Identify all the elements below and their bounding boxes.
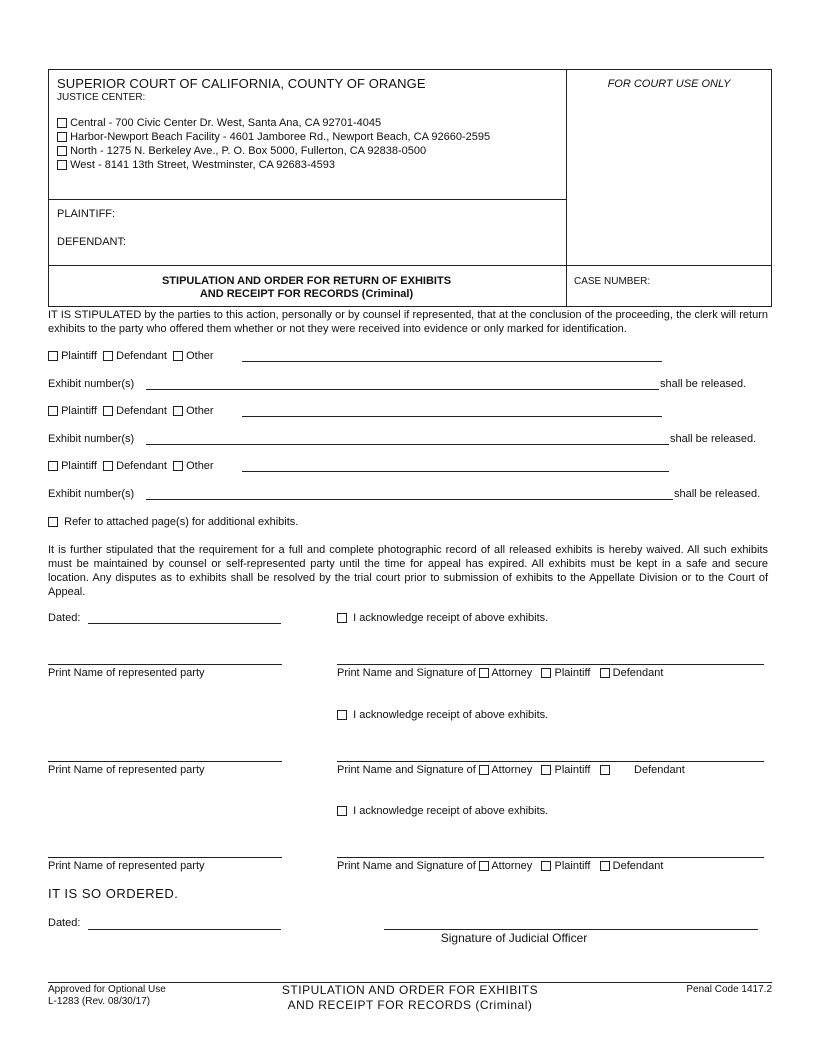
defendant-sig-label-2: Defendant — [634, 764, 685, 776]
defendant-label-1: Defendant — [116, 350, 167, 362]
print-name-party-2: Print Name of represented party — [48, 764, 205, 776]
footer-title-line1: STIPULATION AND ORDER FOR EXHIBITS — [281, 983, 539, 997]
acknowledge-option-3[interactable] — [337, 805, 548, 817]
caption-divider-title — [49, 265, 771, 266]
footer-penal-code: Penal Code 1417.2 — [686, 984, 772, 995]
print-name-party-3: Print Name of represented party — [48, 860, 205, 872]
center-central-checkbox[interactable] — [57, 118, 67, 128]
plaintiff-label-3: Plaintiff — [61, 460, 97, 472]
other-field-3[interactable] — [242, 471, 669, 472]
plaintiff-sig-label-1: Plaintiff — [554, 667, 591, 679]
defendant-sig-checkbox-2[interactable] — [600, 765, 610, 775]
signer-role-3 — [337, 860, 663, 872]
caption-divider-parties — [49, 199, 566, 200]
defendant-label-2: Defendant — [116, 405, 167, 417]
order-dated-field[interactable] — [88, 929, 281, 930]
dated-label-1: Dated: — [48, 612, 81, 624]
signer-role-1 — [337, 667, 663, 679]
signer-role-2 — [337, 764, 685, 776]
center-central-label: Central - 700 Civic Center Dr. West, Santa Ana, CA 92701-4045 — [70, 117, 382, 129]
exhibit-label-3: Exhibit number(s) — [48, 488, 135, 500]
defendant-sig-checkbox-1[interactable] — [600, 668, 610, 678]
other-label-1: Other — [186, 350, 214, 362]
attorney-label-2: Attorney — [491, 764, 533, 776]
refer-attached-checkbox[interactable] — [48, 517, 58, 527]
center-north-label: North - 1275 N. Berkeley Ave., P. O. Box 5000, Fullerton, CA 92838-0500 — [70, 145, 427, 157]
acknowledge-option-2[interactable] — [337, 709, 548, 721]
center-option-central[interactable] — [57, 117, 381, 129]
party-select-3 — [48, 460, 214, 472]
center-option-harbor[interactable] — [57, 131, 490, 143]
plaintiff-label-1: Plaintiff — [61, 350, 97, 362]
judicial-signature-field[interactable] — [384, 929, 758, 930]
party-name-field-1[interactable] — [48, 664, 282, 665]
defendant-sig-checkbox-3[interactable] — [600, 861, 610, 871]
defendant-label-3: Defendant — [116, 460, 167, 472]
plaintiff-sig-checkbox-2[interactable] — [541, 765, 551, 775]
acknowledge-label-1: I acknowledge receipt of above exhibits. — [353, 612, 549, 624]
other-checkbox-2[interactable] — [173, 406, 183, 416]
other-label-3: Other — [186, 460, 214, 472]
plaintiff-checkbox-1[interactable] — [48, 351, 58, 361]
defendant-label: DEFENDANT: — [57, 236, 127, 248]
attorney-checkbox-2[interactable] — [479, 765, 489, 775]
party-select-1 — [48, 350, 214, 362]
attorney-label-1: Attorney — [491, 667, 533, 679]
defendant-checkbox-1[interactable] — [103, 351, 113, 361]
other-checkbox-3[interactable] — [173, 461, 183, 471]
print-name-sig-label-3: Print Name and Signature of — [337, 860, 476, 872]
exhibit-field-3[interactable] — [146, 499, 673, 500]
party-select-2 — [48, 405, 214, 417]
acknowledge-label-3: I acknowledge receipt of above exhibits. — [353, 805, 549, 817]
further-stipulation: It is further stipulated that the requirement for a full and complete photographic record of all released exhibits is hereby waived. All such exhibits must be maintained by counsel or self-represented party until the time for appeal has expired. All exhibits must be kept in a safe and secure location. Any disputes as to exhibits shall be resolved by the trial court prior to submission of exhibits to the Appellate Division or to the Court of Appeal. — [48, 544, 768, 598]
form-title-line2: AND RECEIPT FOR RECORDS (Criminal) — [199, 288, 414, 300]
caption-vertical-divider — [566, 70, 567, 306]
attorney-checkbox-3[interactable] — [479, 861, 489, 871]
defendant-sig-label-1: Defendant — [612, 667, 664, 679]
acknowledge-checkbox-1[interactable] — [337, 613, 347, 623]
other-field-2[interactable] — [242, 416, 662, 417]
print-name-sig-label-1: Print Name and Signature of — [337, 667, 476, 679]
center-option-north[interactable] — [57, 145, 426, 157]
plaintiff-sig-checkbox-3[interactable] — [541, 861, 551, 871]
plaintiff-checkbox-3[interactable] — [48, 461, 58, 471]
plaintiff-checkbox-2[interactable] — [48, 406, 58, 416]
defendant-checkbox-2[interactable] — [103, 406, 113, 416]
center-west-label: West - 8141 13th Street, Westminster, CA 92683-4593 — [70, 159, 336, 171]
print-name-party-1: Print Name of represented party — [48, 667, 205, 679]
refer-attached-label: Refer to attached page(s) for additional exhibits. — [64, 516, 299, 528]
other-field-1[interactable] — [242, 361, 662, 362]
case-number-label: CASE NUMBER: — [574, 276, 651, 287]
party-name-field-2[interactable] — [48, 761, 282, 762]
court-use-only: FOR COURT USE ONLY — [607, 78, 731, 90]
acknowledge-option-1[interactable] — [337, 612, 548, 624]
signature-field-2[interactable] — [337, 761, 764, 762]
plaintiff-label-2: Plaintiff — [61, 405, 97, 417]
center-west-checkbox[interactable] — [57, 160, 67, 170]
center-option-west[interactable] — [57, 159, 335, 171]
signature-field-1[interactable] — [337, 664, 764, 665]
footer-approved: Approved for Optional Use — [48, 984, 166, 995]
stipulation-intro: IT IS STIPULATED by the parties to this action, personally or by counsel if represented, that at the conclusion of the proceeding, the clerk will return exhibits to the party who offered them whether or not they were received into evidence or only marked for identification. — [48, 309, 768, 335]
other-label-2: Other — [186, 405, 214, 417]
other-checkbox-1[interactable] — [173, 351, 183, 361]
court-name: SUPERIOR COURT OF CALIFORNIA, COUNTY OF ORANGE — [57, 76, 426, 91]
print-name-sig-label-2: Print Name and Signature of — [337, 764, 476, 776]
released-label-1: shall be released. — [660, 378, 747, 390]
caption-box — [48, 69, 772, 307]
acknowledge-checkbox-2[interactable] — [337, 710, 347, 720]
party-name-field-3[interactable] — [48, 857, 282, 858]
exhibit-label-1: Exhibit number(s) — [48, 378, 135, 390]
plaintiff-sig-label-3: Plaintiff — [554, 860, 591, 872]
plaintiff-sig-checkbox-1[interactable] — [541, 668, 551, 678]
defendant-checkbox-3[interactable] — [103, 461, 113, 471]
judicial-signature-label: Signature of Judicial Officer — [440, 931, 588, 945]
attorney-checkbox-1[interactable] — [479, 668, 489, 678]
defendant-sig-label-3: Defendant — [612, 860, 664, 872]
justice-center-label: JUSTICE CENTER: — [57, 92, 146, 103]
signature-field-3[interactable] — [337, 857, 764, 858]
attorney-label-3: Attorney — [491, 860, 533, 872]
so-ordered-heading: IT IS SO ORDERED. — [48, 886, 179, 901]
exhibit-field-1[interactable] — [146, 389, 659, 390]
exhibit-field-2[interactable] — [146, 444, 669, 445]
plaintiff-label: PLAINTIFF: — [57, 208, 116, 220]
released-label-2: shall be released. — [670, 433, 757, 445]
center-harbor-label: Harbor-Newport Beach Facility - 4601 Jamboree Rd., Newport Beach, CA 92660-2595 — [70, 131, 491, 143]
exhibit-label-2: Exhibit number(s) — [48, 433, 135, 445]
refer-attached-option[interactable] — [48, 516, 298, 528]
acknowledge-label-2: I acknowledge receipt of above exhibits. — [353, 709, 549, 721]
dated-field-1[interactable] — [88, 623, 281, 624]
center-harbor-checkbox[interactable] — [57, 132, 67, 142]
released-label-3: shall be released. — [674, 488, 761, 500]
form-title-line1: STIPULATION AND ORDER FOR RETURN OF EXHIBITS — [161, 275, 452, 287]
plaintiff-sig-label-2: Plaintiff — [554, 764, 591, 776]
footer-title-line2: AND RECEIPT FOR RECORDS (Criminal) — [287, 998, 533, 1012]
center-north-checkbox[interactable] — [57, 146, 67, 156]
acknowledge-checkbox-3[interactable] — [337, 806, 347, 816]
order-dated-label: Dated: — [48, 917, 81, 929]
footer-form-number: L-1283 (Rev. 08/30/17) — [48, 996, 151, 1007]
